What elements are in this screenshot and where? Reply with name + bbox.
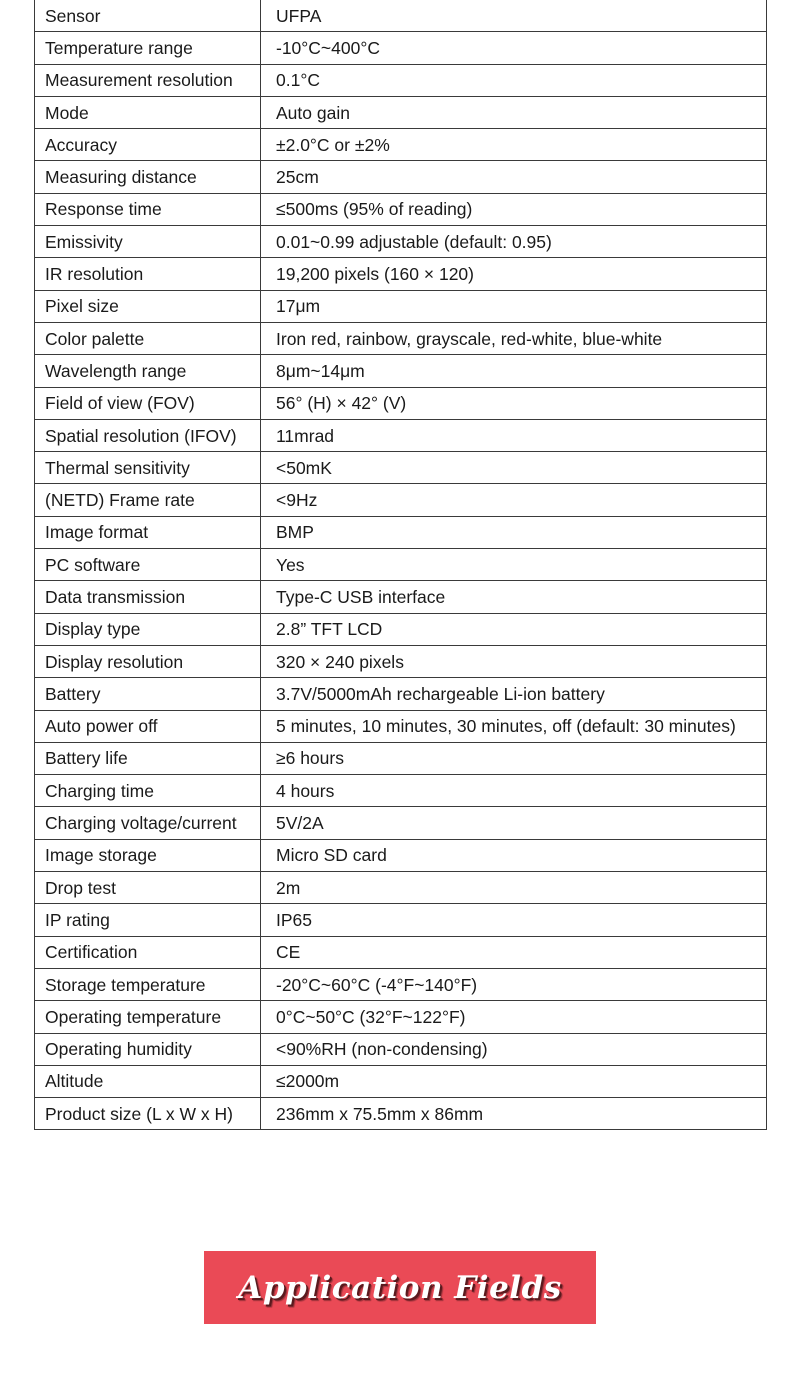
specifications-table-body bbox=[35, 0, 767, 1130]
spec-label: Operating humidity bbox=[35, 1033, 261, 1065]
spec-value: 17μm bbox=[261, 290, 767, 322]
table-row bbox=[35, 193, 767, 225]
spec-value: Type-C USB interface bbox=[261, 581, 767, 613]
spec-value: <9Hz bbox=[261, 484, 767, 516]
table-row bbox=[35, 678, 767, 710]
table-row bbox=[35, 32, 767, 64]
spec-label: Data transmission bbox=[35, 581, 261, 613]
table-row bbox=[35, 613, 767, 645]
spec-label: Battery life bbox=[35, 742, 261, 774]
spec-label: Color palette bbox=[35, 322, 261, 354]
spec-value: 5 minutes, 10 minutes, 30 minutes, off (default: 30 minutes) bbox=[261, 710, 767, 742]
table-row bbox=[35, 452, 767, 484]
table-row bbox=[35, 96, 767, 128]
table-row bbox=[35, 226, 767, 258]
spec-label: Altitude bbox=[35, 1065, 261, 1097]
spec-label: Storage temperature bbox=[35, 968, 261, 1000]
spec-value: 0.1°C bbox=[261, 64, 767, 96]
spec-label: Sensor bbox=[35, 0, 261, 32]
table-row bbox=[35, 742, 767, 774]
spec-label: Emissivity bbox=[35, 226, 261, 258]
spec-label: Field of view (FOV) bbox=[35, 387, 261, 419]
spec-label: Charging time bbox=[35, 775, 261, 807]
spec-label: Thermal sensitivity bbox=[35, 452, 261, 484]
specifications-table bbox=[34, 0, 767, 1130]
spec-value: 0.01~0.99 adjustable (default: 0.95) bbox=[261, 226, 767, 258]
spec-value: 11mrad bbox=[261, 419, 767, 451]
spec-value: 236mm x 75.5mm x 86mm bbox=[261, 1098, 767, 1130]
spec-value: -10°C~400°C bbox=[261, 32, 767, 64]
spec-label: PC software bbox=[35, 549, 261, 581]
table-row bbox=[35, 807, 767, 839]
spec-label: Display type bbox=[35, 613, 261, 645]
banner-title: Application Fields bbox=[238, 1269, 562, 1306]
spec-value: 3.7V/5000mAh rechargeable Li-ion battery bbox=[261, 678, 767, 710]
spec-value: Yes bbox=[261, 549, 767, 581]
spec-value: -20°C~60°C (-4°F~140°F) bbox=[261, 968, 767, 1000]
spec-value: ≤2000m bbox=[261, 1065, 767, 1097]
spec-label: Drop test bbox=[35, 872, 261, 904]
spec-label: Measuring distance bbox=[35, 161, 261, 193]
spec-value: 56° (H) × 42° (V) bbox=[261, 387, 767, 419]
spec-label: Pixel size bbox=[35, 290, 261, 322]
spec-value: UFPA bbox=[261, 0, 767, 32]
spec-value: ±2.0°C or ±2% bbox=[261, 129, 767, 161]
table-row bbox=[35, 710, 767, 742]
spec-value: 8μm~14μm bbox=[261, 355, 767, 387]
spec-value: CE bbox=[261, 936, 767, 968]
table-row bbox=[35, 549, 767, 581]
spec-value: ≤500ms (95% of reading) bbox=[261, 193, 767, 225]
spec-value: BMP bbox=[261, 516, 767, 548]
table-row bbox=[35, 355, 767, 387]
spec-label: Accuracy bbox=[35, 129, 261, 161]
spec-label: Charging voltage/current bbox=[35, 807, 261, 839]
table-row bbox=[35, 775, 767, 807]
spec-value: <50mK bbox=[261, 452, 767, 484]
spec-value: 2m bbox=[261, 872, 767, 904]
table-row bbox=[35, 419, 767, 451]
spec-label: Display resolution bbox=[35, 645, 261, 677]
table-row bbox=[35, 484, 767, 516]
table-row bbox=[35, 1033, 767, 1065]
table-row bbox=[35, 516, 767, 548]
spec-label: (NETD) Frame rate bbox=[35, 484, 261, 516]
spec-label: IP rating bbox=[35, 904, 261, 936]
table-row bbox=[35, 290, 767, 322]
spec-label: Temperature range bbox=[35, 32, 261, 64]
table-row bbox=[35, 936, 767, 968]
spec-value: 25cm bbox=[261, 161, 767, 193]
spec-value: 320 × 240 pixels bbox=[261, 645, 767, 677]
spec-value: <90%RH (non-condensing) bbox=[261, 1033, 767, 1065]
spec-value: Iron red, rainbow, grayscale, red-white, blue-white bbox=[261, 322, 767, 354]
table-row bbox=[35, 645, 767, 677]
table-row bbox=[35, 161, 767, 193]
spec-value: 4 hours bbox=[261, 775, 767, 807]
spec-label: Spatial resolution (IFOV) bbox=[35, 419, 261, 451]
spec-value: IP65 bbox=[261, 904, 767, 936]
spec-value: 2.8” TFT LCD bbox=[261, 613, 767, 645]
spec-label: Auto power off bbox=[35, 710, 261, 742]
table-row bbox=[35, 129, 767, 161]
table-row bbox=[35, 581, 767, 613]
spec-value: 0°C~50°C (32°F~122°F) bbox=[261, 1001, 767, 1033]
spec-label: Image format bbox=[35, 516, 261, 548]
table-row bbox=[35, 1001, 767, 1033]
spec-label: Mode bbox=[35, 96, 261, 128]
table-row bbox=[35, 322, 767, 354]
table-row bbox=[35, 1065, 767, 1097]
table-row bbox=[35, 258, 767, 290]
table-row bbox=[35, 387, 767, 419]
table-row bbox=[35, 839, 767, 871]
table-row bbox=[35, 904, 767, 936]
spec-label: Certification bbox=[35, 936, 261, 968]
table-row bbox=[35, 872, 767, 904]
spec-label: Battery bbox=[35, 678, 261, 710]
table-row bbox=[35, 1098, 767, 1130]
spec-label: IR resolution bbox=[35, 258, 261, 290]
spec-label: Measurement resolution bbox=[35, 64, 261, 96]
table-row bbox=[35, 0, 767, 32]
spec-label: Product size (L x W x H) bbox=[35, 1098, 261, 1130]
spec-value: 5V/2A bbox=[261, 807, 767, 839]
spec-value: 19,200 pixels (160 × 120) bbox=[261, 258, 767, 290]
spec-value: Micro SD card bbox=[261, 839, 767, 871]
spec-label: Operating temperature bbox=[35, 1001, 261, 1033]
table-row bbox=[35, 64, 767, 96]
spec-value: ≥6 hours bbox=[261, 742, 767, 774]
spec-label: Wavelength range bbox=[35, 355, 261, 387]
application-fields-banner bbox=[204, 1251, 596, 1324]
spec-label: Response time bbox=[35, 193, 261, 225]
spec-value: Auto gain bbox=[261, 96, 767, 128]
table-row bbox=[35, 968, 767, 1000]
spec-label: Image storage bbox=[35, 839, 261, 871]
